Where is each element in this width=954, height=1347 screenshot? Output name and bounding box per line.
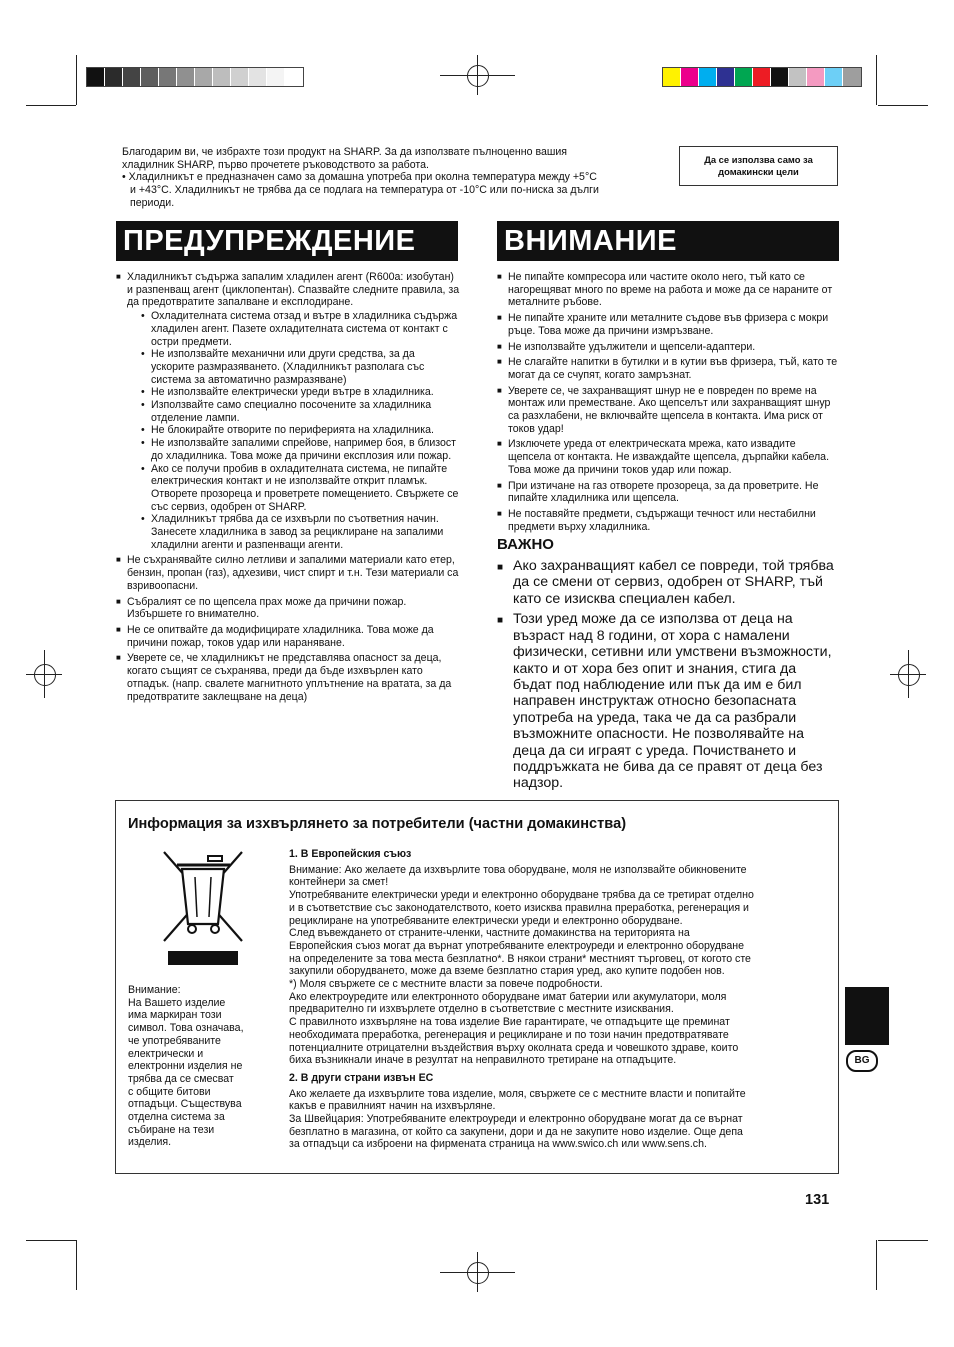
gray-swatch [267, 68, 285, 86]
gray-swatch [213, 68, 231, 86]
note-line: електронни изделия не [128, 1060, 243, 1073]
warning-item [116, 271, 460, 551]
important-item: ■ Ако захранващият кабел се повреди, той трябва да се смени от сервиз, одобрен от SHARP, тъй като се изисква специален кабел. [497, 558, 837, 607]
caution-item: ■ Не пипайте компресора или частите около него, тъй като се нагорещяват много по време на работа и може да се нараните от металните ръбове. [497, 271, 841, 309]
warning-subitem: • Не използвайте запалими спрейове, например боя, в близост до хладилника. Това може да причини експлозия или пожар. [139, 437, 460, 462]
disposal-title: Информация за изхвърлянето за потребители (частни домакинства) [128, 816, 627, 832]
color-swatch [807, 68, 825, 86]
section1-line: *) Моля свържете се с местните власти за повече подробности. [289, 978, 603, 991]
page-number: 131 [805, 1192, 830, 1208]
important-heading: ВАЖНО [497, 536, 554, 554]
warning-item-text: Хладилникът съдържа запалим хладилен агент (R600a: изобутан) и разпенващ агент (циклопентан). Спазвайте следните правила, за да предотвратите запалване и експлодиране. [127, 271, 460, 309]
tag-line: Да се използва само за [704, 154, 813, 165]
disposal-note [128, 984, 268, 1149]
intro-line: хладилник SHARP, първо прочетете ръководството за работа. [122, 158, 429, 171]
section1-line: контейнери за смет! [289, 876, 389, 889]
section1-line: Европейския съюз могат да върнат употребяваните електроуреди и електронно оборудване [289, 939, 745, 952]
caution-item: ■ Уверете се, че захранващият шнур не е повреден по време на монтаж или преместване. Ако щепселът или захранващият шнур са разхлабени, не включвайте щепсела в контакта. Има риск от токов удар! [497, 385, 841, 436]
gray-swatch [105, 68, 123, 86]
note-line: събиране на тези [128, 1123, 215, 1136]
gray-swatch [195, 68, 213, 86]
warning-subitem: • Хладилникът трябва да се изхвърли по съответния начин. Занесете хладилника в завод за рециклиране на запалими хладилни агенти и разпенващи агенти. [139, 513, 460, 551]
warning-list [116, 554, 460, 703]
intro-text [122, 146, 662, 210]
warning-item: ■ Не съхранявайте силно летливи и запалими материали като етер, бензин, пропан (газ), адхезиви, чист спирт и т.н. Тези материали са взривоопасни. [116, 554, 460, 592]
disposal-info-box [115, 800, 839, 1174]
crossed-bin-icon [160, 849, 246, 967]
warning-item: ■ Уверете се, че хладилникът не представлява опасност за деца, когато същият се съхранява, преди да бъде изхвърлен като отпадък. (напр. свалете магнитното уплътнение на вратата, за да предотвратите заклещване на деца) [116, 652, 460, 703]
warning-subitem: • Не използвайте механични или други средства, за да ускорите размразяването. (Хладилникът разполага със система за автоматично размразяване) [139, 348, 460, 386]
household-use-box [679, 146, 838, 186]
section2-line: За Швейцария: Употребяваните електроуреди и електронно оборудване могат да се върнат [289, 1113, 743, 1126]
warning-subitem: • Ако се получи пробив в охладителната система, не пипайте електрическия контакт и не използвайте открит пламък. Отворете прозореца и проветрете помещението. Свържете се със сервиз, одобрен от SHARP. [139, 463, 460, 514]
note-line: Внимание: [128, 984, 181, 996]
intro-line: • Хладилникът е предназначен само за домашна употреба при околна температура между +5°C [122, 171, 597, 184]
section1-title: 1. В Европейския съюз [289, 848, 412, 860]
caution-item: ■ Не пипайте храните или металните съдове във фризера с мокри ръце. Това може да причини измръзване. [497, 312, 841, 337]
section1-line: Внимание: Ако желаете да изхвърлите това оборудване, моля не използвайте обикновените [289, 863, 747, 876]
section2-body [289, 1088, 829, 1152]
section1-line: предварително ги изхвърлете отделно в съответствие с местните изисквания. [289, 1003, 674, 1016]
color-swatch [717, 68, 735, 86]
color-swatch [663, 68, 681, 86]
gray-swatch [177, 68, 195, 86]
intro-line: и +43°C. Хладилникът не трябва да се подлага на температура от -10°C или по-ниска за дълги [130, 184, 599, 197]
warning-subitem: • Охладителната система отзад и вътре в хладилника съдържа хладилен агент. Пазете охладителната система от контакт с остри предмети. [139, 310, 460, 348]
intro-line: периоди. [130, 196, 175, 209]
caution-item: ■ Изключете уреда от електрическата мрежа, като извадите щепсела от контакта. Не изваждайте щепсела, дърпайки кабела. Това може да причини токов удар или пожар. [497, 438, 841, 476]
section1-line: биха възникнали иначе в резултат на неправилното третиране на отпадъците. [289, 1054, 677, 1067]
warning-subitem: • Използвайте само специално посочените за хладилника отделение лампи. [139, 399, 460, 424]
caution-item: ■ Не поставяйте предмети, съдържащи течност или нестабилни предмети върху хладилника. [497, 508, 841, 533]
color-swatch [771, 68, 789, 86]
intro-line: Благодарим ви, че избрахте този продукт на SHARP. За да използвате пълноценно вашия [122, 146, 567, 158]
note-line: има маркиран този [128, 1009, 222, 1022]
note-line: електрически и [128, 1047, 204, 1060]
important-item: ■ Този уред може да се използва от деца на възраст над 8 години, от хора с намалени физически, сетивни или умствени възможности, както и от хора без опит и знания, стига да бъдат под наблюдение или пък да им е бил направен инструктаж относно безопасната употреба на уреда, така че да са разбрали възможните опасности. Не позволявайте на деца да си играят с уреда. Почистването и поддръжката не бива да се правят от деца без надзор. [497, 611, 837, 791]
section2-line: за отпадъци са изброени на фирмената страница на www.swico.ch или www.sens.ch. [289, 1138, 707, 1151]
note-line: с общите битови [128, 1085, 211, 1098]
important-list [497, 558, 837, 792]
color-swatch [735, 68, 753, 86]
caution-item: ■ Не използвайте удължители и щепсели-адаптери. [497, 341, 841, 354]
section1-line: закупили оборудването, може да вземе безплатно стария уред, ако купите подобен нов. [289, 965, 725, 978]
note-line: изделия. [128, 1136, 172, 1149]
note-line: че употребяваните [128, 1034, 221, 1047]
note-line: символ. Това означава, [128, 1022, 244, 1035]
disposal-body [289, 848, 829, 1151]
warning-column [116, 271, 460, 706]
caution-item: ■ При изтичане на газ отворете прозореца, за да проветрите. Не пипайте хладилника или щепсела. [497, 480, 841, 505]
gray-swatch [87, 68, 105, 86]
caution-column [497, 271, 841, 796]
tag-line: домакински цели [718, 166, 799, 177]
color-swatch [789, 68, 807, 86]
language-badge: BG [846, 1050, 878, 1072]
note-line: отделна система за [128, 1111, 225, 1124]
section1-line: на определените за това места безплатно*. В някои страни* местният търговец, от когото сте [289, 952, 751, 965]
section1-line: С правилното изхвърляне на това изделие Вие гарантирате, че отпадъците ще преминат [289, 1016, 730, 1029]
warning-subitem: • Не използвайте електрически уреди вътре в хладилника. [139, 386, 460, 399]
section2-line: какъв е правилният начин на изхвърляне. [289, 1100, 496, 1113]
note-line: На Вашето изделие [128, 996, 226, 1009]
section1-body [289, 864, 829, 1067]
color-swatch [681, 68, 699, 86]
section2-line: Ако желаете да изхвърлите това изделие, моля, свържете се с местните власти и попитайте [289, 1087, 746, 1100]
note-line: отпадъци. Съществува [128, 1098, 242, 1111]
color-swatch [699, 68, 717, 86]
gray-swatch [285, 68, 303, 86]
section1-line: потенциалните отрицателни въздействия върху околната среда и човешкото здраве, които [289, 1041, 739, 1054]
note-line: трябва да се смесват [128, 1072, 234, 1085]
warning-subitem: • Не блокирайте отворите по периферията на хладилника. [139, 424, 460, 437]
gray-swatch [123, 68, 141, 86]
caution-heading: ВНИМАНИЕ [497, 221, 839, 261]
section2-title: 2. В други страни извън ЕС [289, 1071, 434, 1084]
caution-item: ■ Не слагайте напитки в бутилки и в кутии във фризера, тъй, като те могат да се счупят, когато замръзнат. [497, 356, 841, 381]
caution-list [497, 271, 841, 533]
color-calibration-bar [662, 67, 862, 87]
gray-swatch [249, 68, 267, 86]
warning-heading: ПРЕДУПРЕЖДЕНИЕ [116, 221, 458, 261]
grayscale-calibration-bar [86, 67, 304, 87]
gray-swatch [231, 68, 249, 86]
section1-line: След въвеждането от страните-членки, частните домакинства на територията на [289, 927, 690, 940]
language-tab-block [845, 987, 889, 1045]
color-swatch [825, 68, 843, 86]
section1-line: необходимата преработка, регенерация и рециклиране и по този начин предотвратявате [289, 1028, 729, 1041]
section1-line: и в съответствие със законодателството, което изисква правилна преработка, регенерация и [289, 901, 749, 914]
gray-swatch [141, 68, 159, 86]
warning-item: ■ Не се опитвайте да модифицирате хладилника. Това може да причини пожар, токов удар или нараняване. [116, 624, 460, 649]
section2-line: безплатно в магазина, от който са закупени, дори и да не закупите ново изделие. Още депа [289, 1125, 743, 1138]
color-swatch [753, 68, 771, 86]
gray-swatch [159, 68, 177, 86]
warning-sublist [127, 310, 460, 551]
section1-line: Ако електроуредите или електронното оборудване имат батерии или акумулатори, моля [289, 990, 727, 1003]
color-swatch [843, 68, 861, 86]
warning-item: ■ Събралият се по щепсела прах може да причини пожар. Избършете го внимателно. [116, 596, 460, 621]
section1-line: Употребяваните електрически уреди и електронно оборудване трябва да се третират отделно [289, 889, 754, 902]
section1-line: рециклиране на употребяваните електрически уреди и електронно оборудване. [289, 914, 683, 927]
